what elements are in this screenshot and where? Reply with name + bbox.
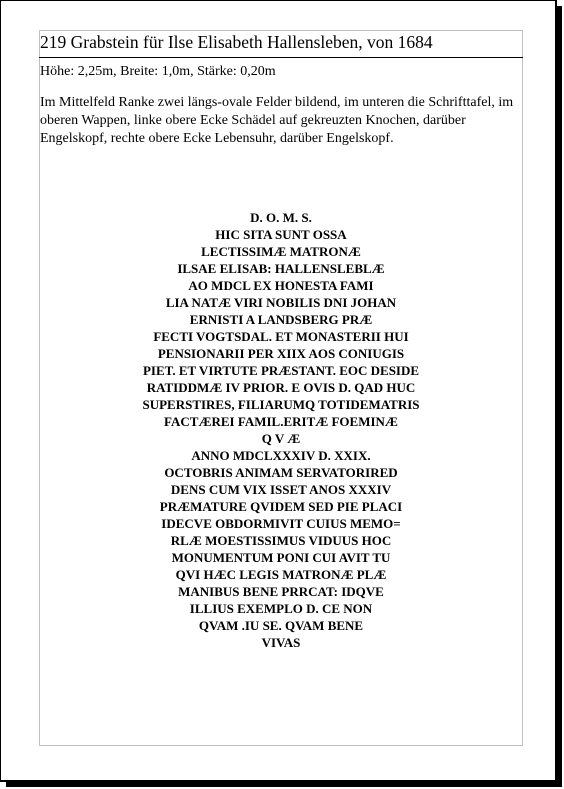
page-shadow-bottom (6, 782, 562, 787)
inscription-line: RATIDDMÆ IV PRIOR. E OVIS D. QAD HUC (146, 380, 416, 395)
inscription-line: AO MDCL EX HONESTA FAMI (188, 278, 374, 293)
inscription-text (39, 209, 523, 651)
inscription-line: HIC SITA SUNT OSSA (215, 227, 347, 242)
inscription-line: MANIBUS BENE PRRCAT: IDQVE (178, 584, 384, 599)
inscription-line: PENSIONARII PER XIIX AOS CONIUGIS (157, 346, 405, 361)
entry-title: 219 Grabstein für Ilse Elisabeth Hallensleben, von 1684 (40, 32, 433, 52)
inscription-line: QVI HÆC LEGIS MATRONÆ PLÆ (175, 567, 387, 582)
inscription-line: D. O. M. S. (250, 210, 312, 225)
inscription-line: PRÆMATURE QVIDEM SED PIE PLACI (159, 499, 403, 514)
inscription-line: ANNO MDCLXXXIV D. XXIX. (191, 448, 371, 463)
inscription-line: ERNISTI A LANDSBERG PRÆ (189, 312, 373, 327)
page-shadow-right (557, 6, 562, 787)
inscription-line: Q V Æ (261, 431, 301, 446)
inscription-line: DENS CUM VIX ISSET ANOS XXXIV (170, 482, 392, 497)
inscription-line: RLÆ MOESTISSIMUS VIDUUS HOC (170, 533, 392, 548)
inscription-line: PIET. ET VIRTUTE PRÆSTANT. EOC DESIDE (142, 363, 420, 378)
inscription-line: SUPERSTIRES, FILIARUMQ TOTIDEMATRIS (142, 397, 420, 412)
inscription-line: VIVAS (261, 635, 301, 650)
inscription-line: MONUMENTUM PONI CUI AVIT TU (171, 550, 391, 565)
inscription-line: FECTI VOGTSDAL. ET MONASTERII HUI (153, 329, 409, 344)
inscription-line: OCTOBRIS ANIMAM SERVATORIRED (164, 465, 398, 480)
inscription-line: QVAM .IU SE. QVAM BENE (198, 618, 364, 633)
title-divider (39, 57, 523, 58)
inscription-line: ILLIUS EXEMPLO D. CE NON (189, 601, 373, 616)
inscription-line: LECTISSIMÆ MATRONÆ (201, 244, 361, 259)
entry-dimensions: Höhe: 2,25m, Breite: 1,0m, Stärke: 0,20m (40, 64, 276, 79)
entry-description: Im Mittelfeld Ranke zwei längs-ovale Felder bildend, im unteren die Schrifttafel, im oberen Wappen, linke obere Ecke Schädel auf gekreuzten Knochen, darüber Engelskopf, rechte obere Ecke Lebensuhr, darüber Engelskopf. (40, 95, 514, 146)
inscription-line: IDECVE OBDORMIVIT CUIUS MEMO= (161, 516, 401, 531)
inscription-line: LIA NATÆ VIRI NOBILIS DNI JOHAN (165, 295, 397, 310)
inscription-line: FACTÆREI FAMIL.ERITÆ FOEMINÆ (164, 414, 398, 429)
inscription-line: ILSAE ELISAB: HALLENSLEBLÆ (177, 261, 385, 276)
